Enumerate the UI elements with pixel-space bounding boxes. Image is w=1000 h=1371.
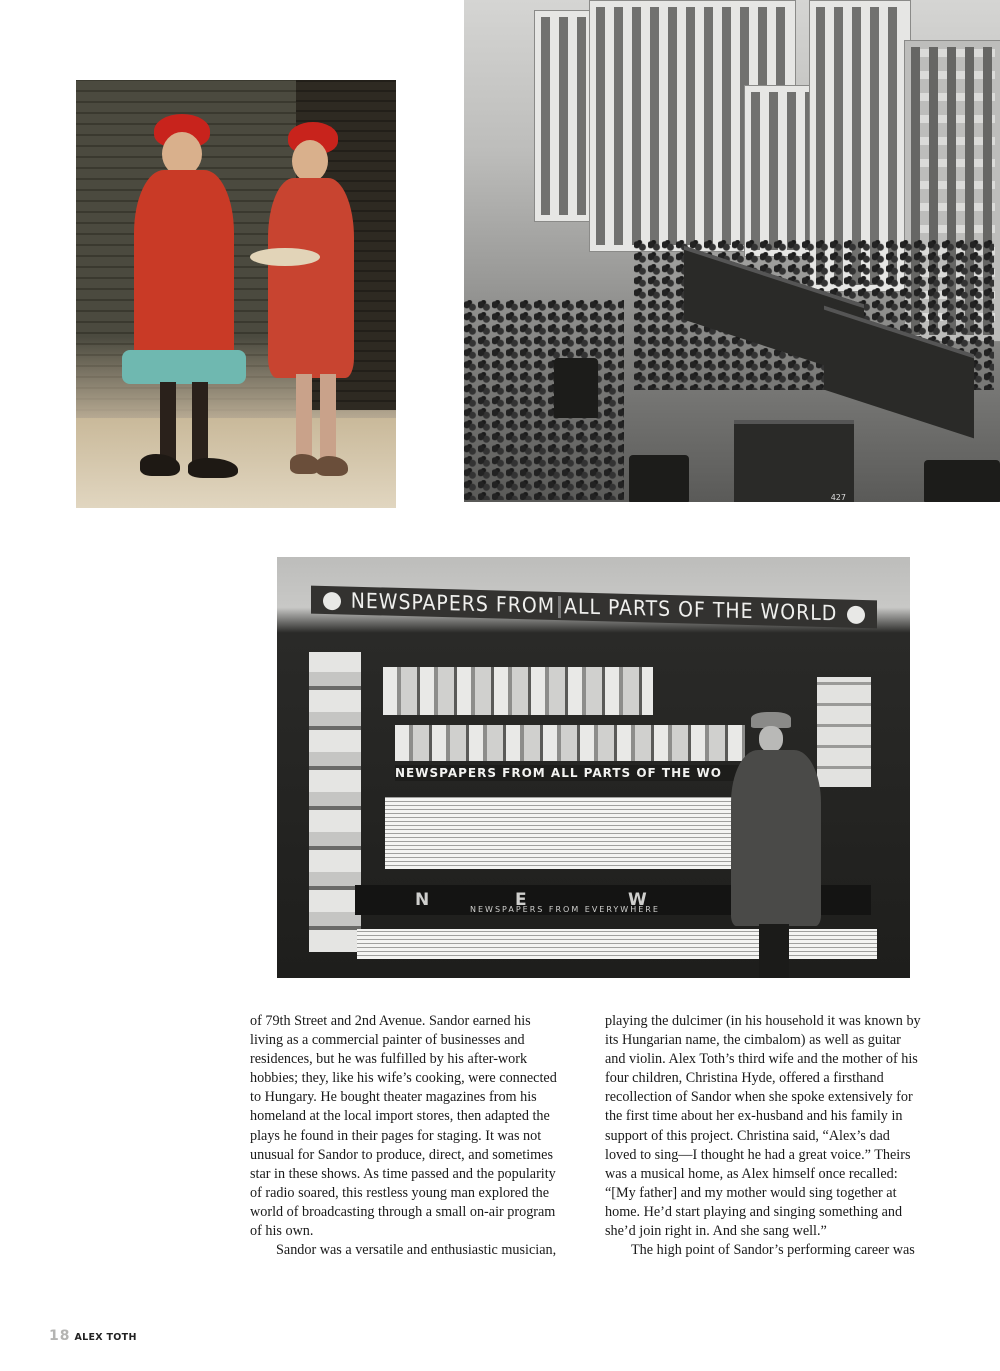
building <box>744 85 816 257</box>
globe-icon <box>323 592 341 610</box>
photo-two-girls-in-costume <box>76 80 396 508</box>
counter-letter: E <box>515 890 527 910</box>
newsstand-top-sign <box>311 586 877 629</box>
sign-text-part-2: ALL PARTS OF THE WORLD <box>564 594 838 626</box>
magazine-row <box>395 725 745 761</box>
paragraph: The high point of Sandor’s performing career was <box>631 1242 915 1259</box>
magazine-rack-left <box>309 652 361 952</box>
paragraph: playing the dulcimer (in his household it was known by its Hungarian name, the cimbalom) as well as guitar and violin. Alex Toth’s third wife and the mother of his four children, Christina Hyde, offered a firsthand recollection of Sandor when she spoke extensively for the first time about her ex-husband and his family in support of this project. Christina said, “Alex’s dad loved to sing—I thought he had a great voice.” Theirs was a musical home, as Alex himself once recalled: “[My father] and my mother would sing together at home. He’d start playing and singing something and she’d join right in. And she sang well.” <box>605 1013 921 1240</box>
girl-left <box>116 114 246 494</box>
man-in-overcoat <box>729 712 823 978</box>
crowd <box>464 300 624 500</box>
magazine-row <box>383 667 653 715</box>
magazine-rack-right <box>817 677 871 787</box>
counter-text: NEWSPAPERS FROM EVERYWHERE <box>470 905 660 914</box>
photo-city-street-traffic <box>464 0 1000 502</box>
car <box>554 358 598 418</box>
photo-newsstand <box>277 557 910 978</box>
car <box>629 455 689 502</box>
paragraph: Sandor was a versatile and enthusiastic musician, <box>276 1242 557 1259</box>
page-footer <box>49 1325 137 1344</box>
bus <box>734 420 854 502</box>
girl-right <box>256 122 366 492</box>
paragraph: of 79th Street and 2nd Avenue. Sandor earned his living as a commercial painter of businesses and residences, but he was fulfilled by his after-work hobbies; they, like his wife’s cooking, were connected to Hungary. He bought theater magazines from his homeland at the local import stores, then adapted the plays he found in their pages for staging. It was not unusual for Sandor to produce, direct, and sometimes star in these shows. As time passed and the popularity of radio soared, this restless young man explored the world of broadcasting through a small on-air program of his own. <box>250 1013 557 1240</box>
newspaper-stack <box>385 797 735 869</box>
text-column-right <box>605 1012 923 1260</box>
sign-text-part-1: NEWSPAPERS FROM <box>350 588 556 618</box>
counter-letter: W <box>628 890 647 910</box>
counter-letter: N <box>415 890 430 910</box>
car <box>924 460 1000 502</box>
text-column-left <box>250 1012 560 1260</box>
page-number: 18 <box>49 1328 71 1344</box>
building <box>534 10 596 222</box>
bus-number: 427 <box>830 493 846 502</box>
newsstand-middle-sign: NEWSPAPERS FROM ALL PARTS OF THE WO <box>395 765 745 781</box>
running-head: ALEX TOTH <box>74 1332 137 1343</box>
globe-icon <box>847 606 865 624</box>
